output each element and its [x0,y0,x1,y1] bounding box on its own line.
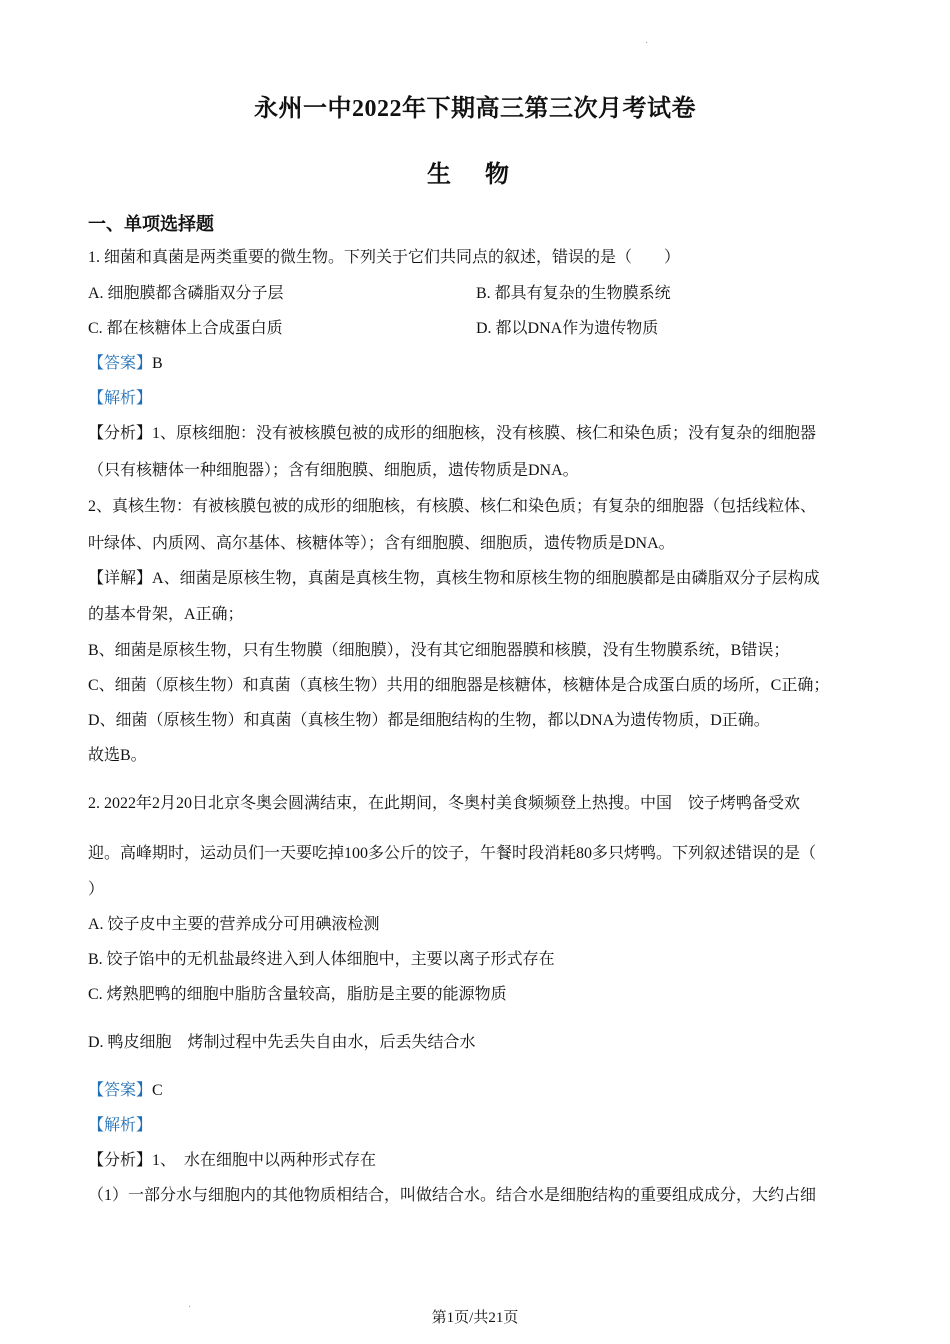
q2-stem-2: 迎。高峰期时，运动员们一天要吃掉100多公斤的饺子，午餐时段消耗80多只烤鸭。下列叙述错误的是（ [88,845,817,862]
q1-text-1: 1、原核细胞：没有被核膜包被的成形的细胞核，没有核膜、核仁和染色质；没有复杂的细胞器 [152,425,817,442]
q1-option-b: B. 都具有复杂的生物膜系统 [476,285,671,302]
q1-answer: B [152,355,163,372]
q1-conclusion: 故选B。 [88,747,147,764]
fenxi-tag: 【分析】 [88,425,153,442]
q2-option-a: A. 饺子皮中主要的营养成分可用碘液检测 [88,916,380,933]
q2-analysis-2: （1）一部分水与细胞内的其他物质相结合，叫做结合水。结合水是细胞结构的重要组成成分，大约占细 [88,1187,817,1204]
q1-option-d: D. 都以DNA作为遗传物质 [476,320,659,337]
q2-option-d: D. 鸭皮细胞 烤制过程中先丢失自由水，后丢失结合水 [88,1034,476,1051]
q2-answer-line [88,1081,163,1101]
q1-analysis-1 [88,424,816,444]
answer-tag: 【答案】 [88,1082,153,1099]
q1-analysis-2: （只有核糖体一种细胞器）；含有细胞膜、细胞质，遗传物质是DNA。 [88,462,579,479]
q1-analysis-3: 2、真核生物：有被核膜包被的成形的细胞核，有核膜、核仁和染色质；有复杂的细胞器（包括线粒体、 [88,498,817,515]
q1-detail-2: 的基本骨架，A正确； [88,606,244,623]
answer-tag: 【答案】 [88,355,153,372]
q2-answer: C [152,1082,163,1099]
q2-option-b: B. 饺子馅中的无机盐最终进入到人体细胞中，主要以离子形式存在 [88,951,555,968]
subject-title: 生 物 [427,162,523,188]
q2-analysis-1 [88,1151,376,1171]
q1-detail-4: C、细菌（原核生物）和真菌（真核生物）共用的细胞器是核糖体，核糖体是合成蛋白质的场所，C正确； [88,677,830,694]
q1-detail-3: B、细菌是原核生物，只有生物膜（细胞膜），没有其它细胞器膜和核膜，没有生物膜系统，B错误； [88,642,790,659]
q2-stem-3: ） [88,881,105,898]
q1-answer-line [88,354,163,374]
q1-detail-5: D、细菌（原核生物）和真菌（真核生物）都是细胞结构的生物，都以DNA为遗传物质，D正确。 [88,712,770,729]
q1-analysis-tag: 【解析】 [88,390,153,407]
q1-detail-1 [88,569,820,589]
top-mark: · [645,38,649,49]
q1-stem: 1. 细菌和真菌是两类重要的微生物。下列关于它们共同点的叙述，错误的是（ ） [88,249,681,266]
bottom-mark: · [188,1302,192,1313]
exam-title: 永州一中2022年下期高三第三次月考试卷 [254,96,696,122]
q2-analysis-tag: 【解析】 [88,1117,153,1134]
q1-option-a: A. 细胞膜都含磷脂双分子层 [88,285,284,302]
q1-text-5: A、细菌是原核生物，真菌是真核生物，真核生物和原核生物的细胞膜都是由磷脂双分子层构成 [152,570,820,587]
q2-text-1: 1、 水在细胞中以两种形式存在 [152,1152,377,1169]
q1-option-c: C. 都在核糖体上合成蛋白质 [88,320,283,337]
q2-stem-1: 2. 2022年2月20日北京冬奥会圆满结束，在此期间，冬奥村美食频频登上热搜。中国 饺子烤鸭备受欢 [88,795,801,812]
q2-option-c: C. 烤熟肥鸭的细胞中脂肪含量较高，脂肪是主要的能源物质 [88,986,507,1003]
xiangjie-tag: 【详解】 [88,570,153,587]
section-heading: 一、单项选择题 [88,214,214,234]
page-footer: 第1页/共21页 [431,1310,519,1326]
q1-analysis-4: 叶绿体、内质网、高尔基体、核糖体等）；含有细胞膜、细胞质，遗传物质是DNA。 [88,535,675,552]
fenxi-tag: 【分析】 [88,1152,153,1169]
